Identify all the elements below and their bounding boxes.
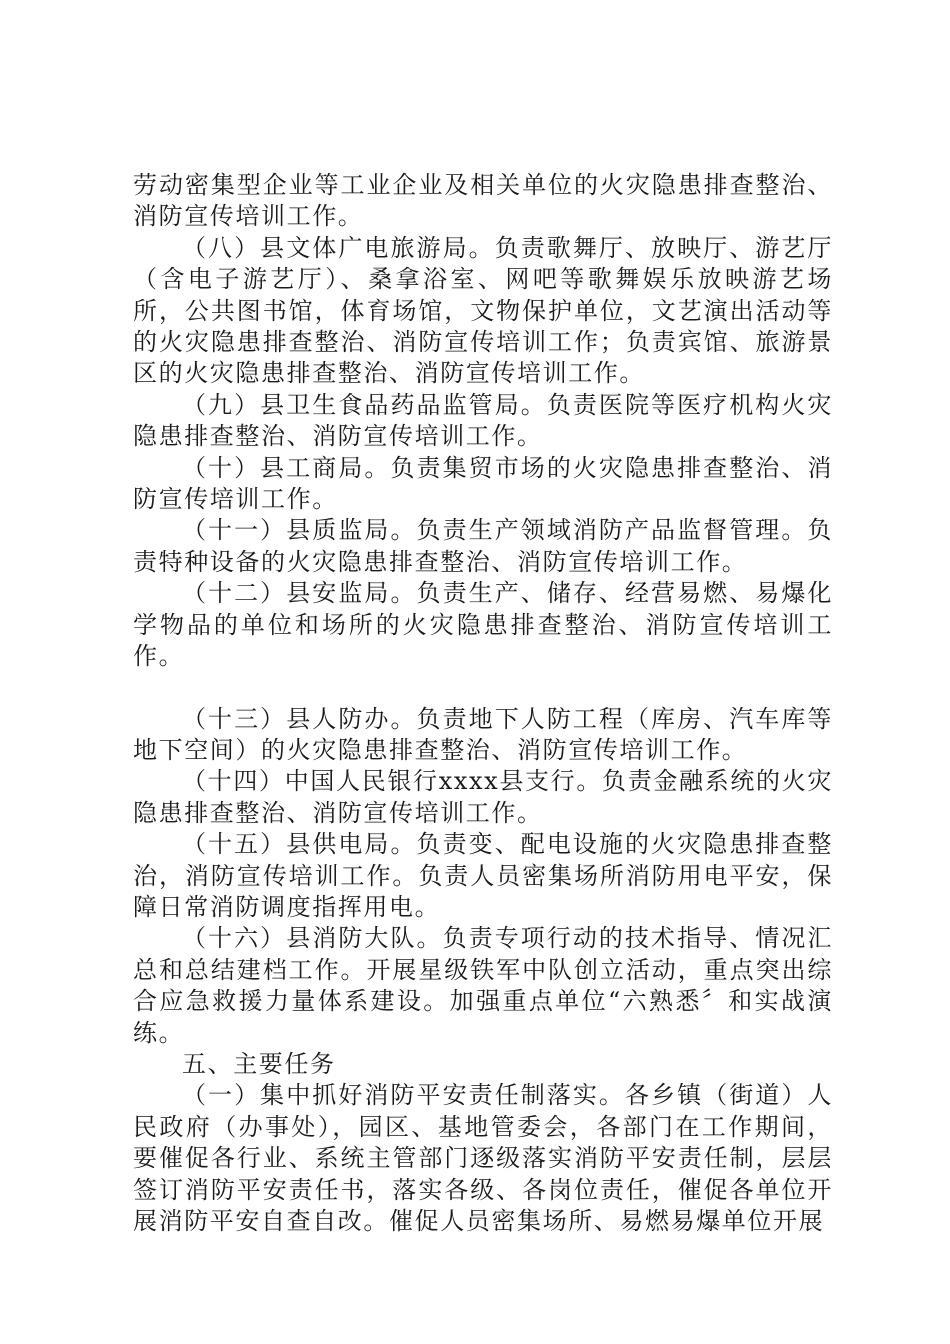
paragraph-item-14: （十四）中国人民银行xxxx县支行。负责金融系统的火灾隐患排查整治、消防宣传培训工作。 bbox=[133, 767, 833, 827]
blank-line bbox=[133, 673, 833, 704]
paragraph-item-12: （十二）县安监局。负责生产、储存、经营易燃、易爆化学物品的单位和场所的火灾隐患排查整治、消防宣传培训工作。 bbox=[133, 579, 833, 671]
paragraph-item-15: （十五）县供电局。负责变、配电设施的火灾隐患排查整治，消防宣传培训工作。负责人员密集场所消防用电平安，保障日常消防调度指挥用电。 bbox=[133, 830, 833, 921]
paragraph-continuation: 劳动密集型企业等工业企业及相关单位的火灾隐患排查整治、消防宣传培训工作。 bbox=[133, 171, 833, 231]
paragraph-task-1: （一）集中抓好消防平安责任制落实。各乡镇（街道）人民政府（办事处），园区、基地管委会，各部门在工作期间，要催促各行业、系统主管部门逐级落实消防平安责任制，层层签订消防平安责任书，落实各级、各岗位责任，催促各单位开展消防平安自查自改。催促人员密集场所、易燃易爆单位开展 bbox=[133, 1081, 833, 1235]
section-heading-main-tasks: 五、主要任务 bbox=[182, 1049, 336, 1078]
paragraph-item-16: （十六）县消防大队。负责专项行动的技术指导、情况汇总和总结建档工作。开展星级铁军中队创立活动，重点突出综合应急救援力量体系建设。加强重点单位“六熟悉〞和实战演练。 bbox=[133, 924, 833, 1047]
document-body bbox=[133, 170, 833, 1237]
paragraph-item-13: （十三）县人防办。负责地下人防工程（库房、汽车库等地下空间）的火灾隐患排查整治、消防宣传培训工作。 bbox=[133, 704, 833, 764]
paragraph-item-9: （九）县卫生食品药品监管局。负责医院等医疗机构火灾隐患排查整治、消防宣传培训工作。 bbox=[133, 390, 833, 451]
paragraph-item-8: （八）县文体广电旅游局。负责歌舞厅、放映厅、游艺厅（含电子游艺厅）、桑拿浴室、网吧等歌舞娱乐放映游艺场所，公共图书馆，体育场馆，文物保护单位，文艺演出活动等的火灾隐患排查整治、消防宣传培训工作；负责宾馆、旅游景区的火灾隐患排查整治、消防宣传培训工作。 bbox=[133, 233, 833, 388]
paragraph-item-11: （十一）县质监局。负责生产领域消防产品监督管理。负责特种设备的火灾隐患排查整治、消防宣传培训工作。 bbox=[133, 516, 833, 576]
paragraph-item-10: （十）县工商局。负责集贸市场的火灾隐患排查整治、消防宣传培训工作。 bbox=[133, 453, 833, 514]
